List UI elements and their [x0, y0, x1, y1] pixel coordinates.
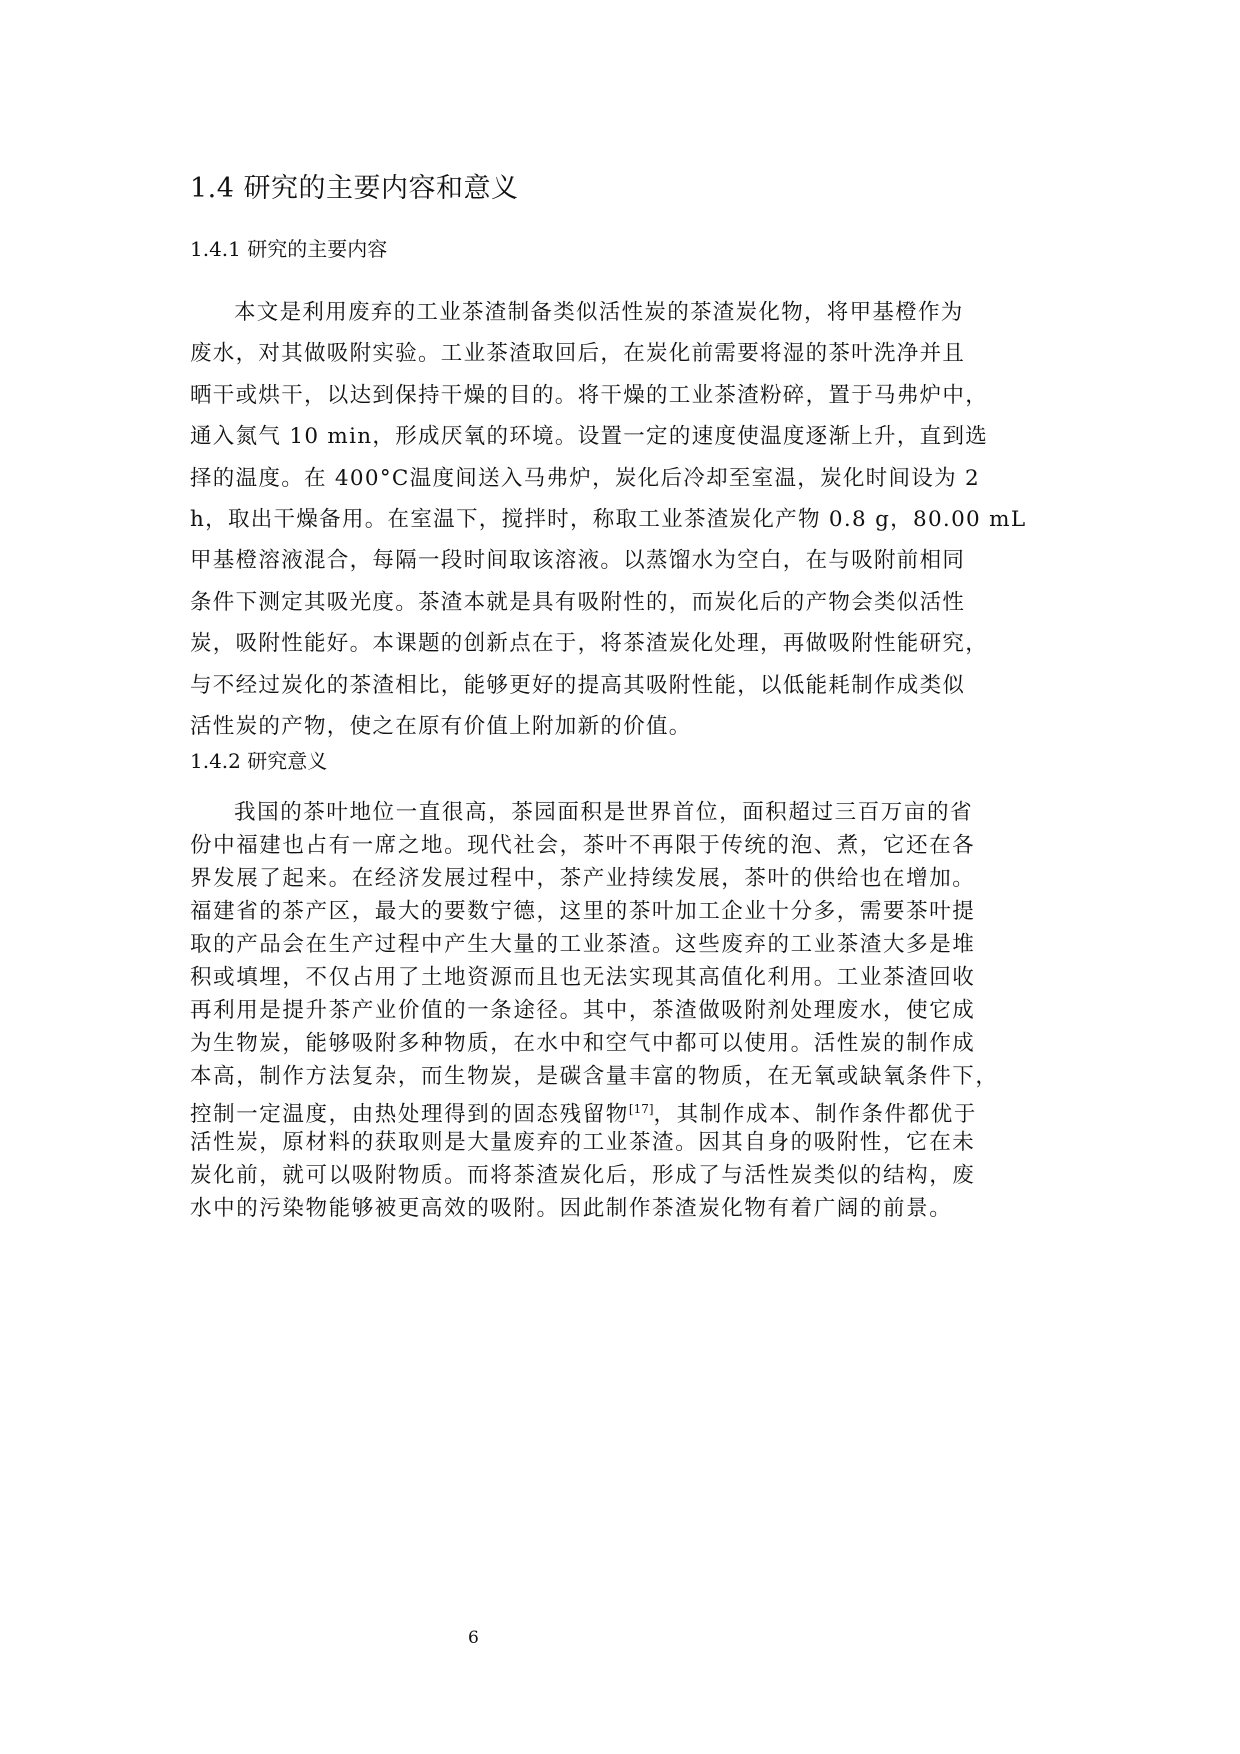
text-line: 甲基橙溶液混合，每隔一段时间取该溶液。以蒸馏水为空白，在与吸附前相同 [190, 548, 966, 574]
text-line: 福建省的茶产区，最大的要数宁德，这里的茶叶加工企业十分多，需要茶叶提 [190, 899, 976, 924]
text-line: 晒干或烘干，以达到保持干燥的目的。将干燥的工业茶渣粉碎，置于马弗炉中， [190, 382, 989, 408]
text-line: 炭化前，就可以吸附物质。而将茶渣炭化后，形成了与活性炭类似的结构，废 [190, 1163, 976, 1188]
text-line: 取的产品会在生产过程中产生大量的工业茶渣。这些废弃的工业茶渣大多是堆 [190, 932, 976, 957]
text-line: 本高，制作方法复杂，而生物炭，是碳含量丰富的物质，在无氧或缺氧条件下， [190, 1064, 999, 1089]
subsection-heading-main-content: 1.4.1 研究的主要内容 [190, 237, 388, 261]
text-line: 份中福建也占有一席之地。现代社会，茶叶不再限于传统的泡、煮，它还在各 [190, 833, 976, 858]
text-segment: 控制一定温度，由热处理得到的固态残留物 [190, 1102, 629, 1127]
text-line: 择的温度。在 400°C温度间送入马弗炉，炭化后冷却至室温，炭化时间设为 2 [190, 465, 980, 491]
section-heading: 1.4 研究的主要内容和意义 [190, 173, 519, 204]
text-line: 条件下测定其吸光度。茶渣本就是具有吸附性的，而炭化后的产物会类似活性 [190, 589, 966, 615]
text-line: 本文是利用废弃的工业茶渣制备类似活性炭的茶渣炭化物，将甲基橙作为 [234, 300, 964, 325]
subsection-heading-significance: 1.4.2 研究意义 [190, 749, 328, 773]
citation-reference[interactable]: [17] [628, 1102, 654, 1116]
paragraph-main-content [190, 292, 1060, 747]
text-line: 活性炭，原材料的获取则是大量废弃的工业茶渣。因其自身的吸附性，它在未 [190, 1130, 976, 1155]
text-segment: ，其制作成本、制作条件都优于 [653, 1102, 977, 1127]
text-line: 积或填埋，不仅占用了土地资源而且也无法实现其高值化利用。工业茶渣回收 [190, 965, 976, 990]
text-line: 废水，对其做吸附实验。工业茶渣取回后，在炭化前需要将湿的茶叶洗净并且 [190, 341, 966, 367]
text-line: h，取出干燥备用。在室温下，搅拌时，称取工业茶渣炭化产物 0.8 g，80.00 mL [190, 506, 1027, 532]
text-line: 与不经过炭化的茶渣相比，能够更好的提高其吸附性能，以低能耗制作成类似 [190, 672, 966, 698]
text-line: 通入氮气 10 min，形成厌氧的环境。设置一定的速度使温度逐渐上升，直到选 [190, 424, 989, 450]
text-line: 界发展了起来。在经济发展过程中，茶产业持续发展，茶叶的供给也在增加。 [190, 866, 976, 891]
text-line: 为生物炭，能够吸附多种物质，在水中和空气中都可以使用。活性炭的制作成 [190, 1031, 976, 1056]
text-line: 水中的污染物能够被更高效的吸附。因此制作茶渣炭化物有着广阔的前景。 [190, 1196, 953, 1221]
text-line: 炭，吸附性能好。本课题的创新点在于，将茶渣炭化处理，再做吸附性能研究， [190, 631, 989, 657]
text-line: 活性炭的产物，使之在原有价值上附加新的价值。 [190, 713, 692, 739]
paragraph-significance [190, 796, 1060, 1225]
page-number: 6 [468, 1628, 479, 1648]
text-line: 我国的茶叶地位一直很高，茶园面积是世界首位，面积超过三百万亩的省 [234, 800, 974, 825]
text-line: 再利用是提升茶产业价值的一条途径。其中，茶渣做吸附剂处理废水，使它成 [190, 998, 976, 1023]
text-line-with-citation [190, 1093, 1060, 1126]
